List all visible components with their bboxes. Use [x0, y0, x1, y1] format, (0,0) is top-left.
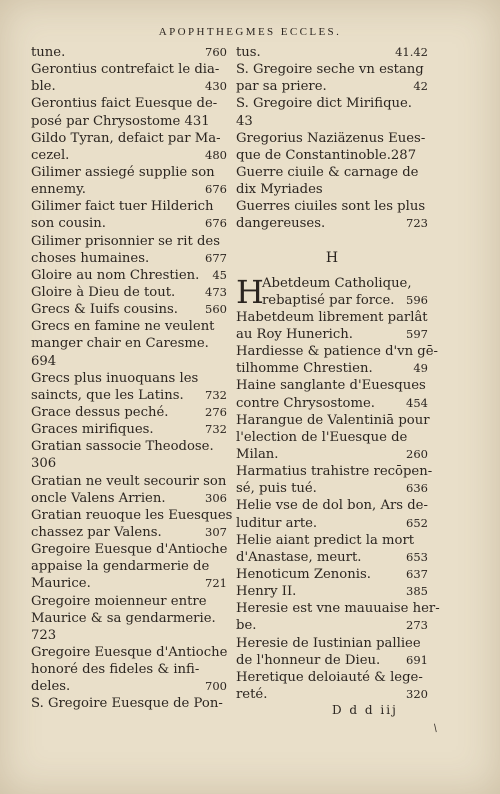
index-text: 306 [31, 456, 57, 472]
index-text: Helie vse de dol bon, Ars de- [236, 498, 428, 514]
index-text: be. [236, 618, 257, 634]
index-text: appaise la gendarmerie de [31, 559, 210, 575]
index-line [236, 600, 440, 617]
index-line [31, 575, 227, 592]
index-line [236, 198, 428, 215]
index-text: Maurice. [31, 576, 91, 592]
index-line [31, 524, 227, 541]
index-line [31, 130, 227, 147]
page-number: 732 [205, 387, 227, 402]
index-line [236, 44, 428, 61]
index-text: Gratian reuoque les Euesques [31, 507, 233, 523]
page-number: 721 [205, 576, 227, 591]
index-line [236, 395, 428, 412]
index-line [31, 387, 227, 404]
index-line [31, 44, 227, 61]
index-line [236, 669, 428, 686]
index-line [31, 490, 227, 507]
index-line [31, 695, 227, 712]
index-text: S. Gregoire dict Mirifique. [236, 96, 412, 112]
index-line [31, 541, 227, 558]
index-line [236, 61, 428, 78]
page-number: 700 [205, 679, 227, 694]
index-text: oncle Valens Arrien. [31, 490, 166, 506]
page-number: 637 [406, 566, 428, 581]
index-text: Gilimer faict tuer Hilderich [31, 199, 214, 215]
index-text: Gloire à Dieu de tout. [31, 284, 176, 300]
index-line [31, 215, 227, 232]
index-text: rebaptisé par force. [262, 292, 395, 308]
index-text: Maurice & sa gendarmerie. [31, 610, 216, 626]
index-line [236, 326, 428, 343]
index-line [236, 480, 428, 497]
index-text: Harmatius trahistre recōpen- [236, 464, 433, 480]
index-text: ble. [31, 79, 56, 95]
index-text: Gregoire Euesque d'Antioche [31, 542, 228, 558]
index-line [236, 113, 428, 130]
index-text: Guerres ciuiles sont les plus [236, 199, 426, 215]
index-line [31, 678, 227, 695]
index-line [31, 318, 227, 335]
page-number: 45 [212, 267, 227, 282]
page-number: 430 [205, 79, 227, 94]
index-line [236, 549, 428, 566]
index-text: reté. [236, 686, 268, 702]
index-text: Gerontius contrefaict le dia- [31, 62, 220, 78]
index-line [236, 446, 428, 463]
index-line [31, 78, 227, 95]
page-number: 307 [205, 524, 227, 539]
index-text: Gratian ne veult secourir son [31, 473, 227, 489]
index-line [236, 463, 433, 480]
index-line [236, 635, 428, 652]
index-line [31, 370, 227, 387]
index-text: 723 [31, 627, 57, 643]
index-line [31, 661, 227, 678]
index-line [236, 583, 428, 600]
page-number: 732 [205, 422, 227, 437]
index-line [31, 627, 227, 644]
page-number: 636 [406, 481, 428, 496]
index-text: S. Gregoire seche vn estang [236, 62, 424, 78]
index-line [31, 593, 227, 610]
dropcap-entry [236, 272, 428, 311]
index-text: saincts, que les Latins. [31, 387, 184, 403]
index-text: Grace dessus peché. [31, 404, 169, 420]
index-text: luditur arte. [236, 515, 318, 531]
page-number: 273 [406, 618, 428, 633]
page-number: 597 [406, 326, 428, 341]
index-text: l'election de l'Euesque de [236, 429, 408, 445]
stray-mark: / [431, 722, 440, 735]
page-number: 385 [406, 584, 428, 599]
page-number: 652 [406, 515, 428, 530]
page-number: 676 [205, 182, 227, 197]
index-text: ennemy. [31, 182, 86, 198]
index-line [31, 164, 227, 181]
index-text: Grecs en famine ne veulent [31, 319, 215, 335]
index-line [236, 309, 428, 326]
page-number: 42 [413, 79, 428, 94]
index-text: cezel. [31, 147, 70, 163]
index-text: tune. [31, 45, 66, 60]
page-number: 723 [406, 216, 428, 231]
index-text: dix Myriades [236, 182, 323, 198]
index-line [31, 61, 227, 78]
index-line [236, 215, 428, 232]
index-text: Habetdeum librement parlât [236, 309, 428, 325]
index-text: Hardiesse & patience d'vn gē- [236, 344, 438, 360]
index-text: Milan. [236, 446, 279, 462]
index-text: Guerre ciuile & carnage de [236, 164, 419, 180]
index-text: Gilimer assiegé supplie son [31, 164, 215, 180]
index-line [236, 360, 428, 377]
index-line [31, 181, 227, 198]
index-text: Gloire au nom Chrestien. [31, 267, 200, 283]
page-number: 49 [413, 361, 428, 376]
index-line [31, 507, 233, 524]
index-line [236, 429, 428, 446]
index-text: Gregoire moienneur entre [31, 593, 207, 609]
index-line [31, 455, 227, 472]
index-text: Henry II. [236, 584, 297, 600]
index-text: 694 [31, 353, 57, 369]
index-line [31, 233, 227, 250]
running-header: APOPHTHEGMES ECCLES. [158, 26, 342, 38]
index-line [31, 404, 227, 421]
index-text: sé, puis tué. [236, 481, 317, 497]
index-text: 43 [236, 113, 253, 129]
signature-mark: D d d iij [332, 703, 398, 717]
index-text: chassez par Valens. [31, 524, 162, 540]
page-number: 454 [406, 395, 428, 410]
index-line [31, 438, 227, 455]
index-line [236, 652, 428, 669]
section-letter: H [325, 249, 339, 266]
right-bottom-entries [236, 309, 440, 703]
index-line [236, 164, 428, 181]
index-text: Harangue de Valentiniā pour [236, 412, 430, 428]
index-line [236, 412, 428, 429]
page-number: 320 [406, 686, 428, 701]
index-line [236, 532, 428, 549]
page-number: 760 [205, 45, 227, 59]
index-line [262, 275, 428, 292]
index-line [236, 147, 428, 164]
index-text: Henoticum Zenonis. [236, 566, 371, 582]
index-line [31, 335, 227, 352]
index-line [236, 686, 428, 703]
index-line [31, 644, 227, 661]
index-text: manger chair en Caresme. [31, 336, 209, 352]
index-text: Haine sanglante d'Euesques [236, 378, 426, 394]
index-line [31, 558, 227, 575]
left-column [31, 44, 233, 712]
index-text: de l'honneur de Dieu. [236, 652, 381, 668]
page-number: 260 [406, 446, 428, 461]
right-column [236, 44, 440, 703]
index-line [236, 617, 428, 634]
index-text: tilhomme Chrestien. [236, 361, 373, 377]
index-line [262, 292, 428, 309]
index-text: Gregorius Naziäzenus Eues- [236, 130, 426, 146]
index-line [236, 181, 428, 198]
index-text: Graces mirifiques. [31, 422, 154, 438]
index-text: S. Gregoire Euesque de Pon- [31, 696, 223, 712]
index-line [31, 250, 227, 267]
index-line [236, 343, 438, 360]
index-text: Gildo Tyran, defaict par Ma- [31, 130, 221, 146]
index-line [31, 473, 227, 490]
page-number: 41.42 [395, 45, 428, 59]
page-number: 596 [406, 292, 428, 307]
index-line [236, 95, 428, 112]
index-text: Gilimer prisonnier se rit des [31, 233, 220, 249]
index-line [31, 113, 227, 130]
right-top-entries [236, 44, 428, 233]
index-text: Grecs plus inuoquans les [31, 370, 199, 386]
index-text: Gerontius faict Euesque de- [31, 96, 218, 112]
index-text: choses humaines. [31, 250, 150, 266]
index-text: posé par Chrysostome 431 [31, 113, 210, 129]
index-line [31, 301, 227, 318]
page-number: 691 [406, 652, 428, 667]
index-text: Gregoire Euesque d'Antioche [31, 644, 228, 660]
index-text: Heresie de Iustinian palliee [236, 635, 421, 651]
index-text: Abetdeum Catholique, [262, 275, 412, 291]
page-number: 276 [205, 404, 227, 419]
index-text: son cousin. [31, 216, 106, 232]
page-number: 306 [205, 490, 227, 505]
index-line [236, 515, 428, 532]
index-text: dangereuses. [236, 216, 326, 232]
index-text: Helie aiant predict la mort [236, 532, 415, 548]
page-number: 480 [205, 147, 227, 162]
page-number: 560 [205, 302, 227, 317]
page-number: 653 [406, 549, 428, 564]
index-line [31, 284, 227, 301]
index-text: d'Anastase, meurt. [236, 549, 362, 565]
index-text: tus. [236, 45, 261, 60]
index-text: Heresie est vne mauuaise her- [236, 601, 440, 617]
index-line [236, 78, 428, 95]
page-number: 676 [205, 216, 227, 231]
index-line [31, 147, 227, 164]
page-number: 677 [205, 250, 227, 265]
index-line [31, 610, 227, 627]
index-line [236, 566, 428, 583]
index-text: Grecs & Iuifs cousins. [31, 302, 178, 318]
index-text: par sa priere. [236, 79, 327, 95]
dropcap-letter: H [236, 272, 264, 311]
index-text: deles. [31, 679, 71, 695]
index-text: que de Constantinoble.287 [236, 147, 417, 163]
index-line [31, 198, 227, 215]
index-text: honoré des fideles & infi- [31, 662, 200, 678]
index-line [31, 267, 227, 284]
index-text: Heretique deloiauté & lege- [236, 669, 423, 685]
index-text: contre Chrysostome. [236, 395, 375, 411]
index-line [236, 497, 428, 514]
index-line [31, 421, 227, 438]
index-line [236, 130, 428, 147]
page-number: 473 [205, 284, 227, 299]
index-line [31, 95, 227, 112]
index-text: Gratian sassocie Theodose. [31, 439, 214, 455]
index-text: au Roy Hunerich. [236, 326, 353, 342]
index-line [236, 377, 428, 394]
index-line [31, 353, 227, 370]
